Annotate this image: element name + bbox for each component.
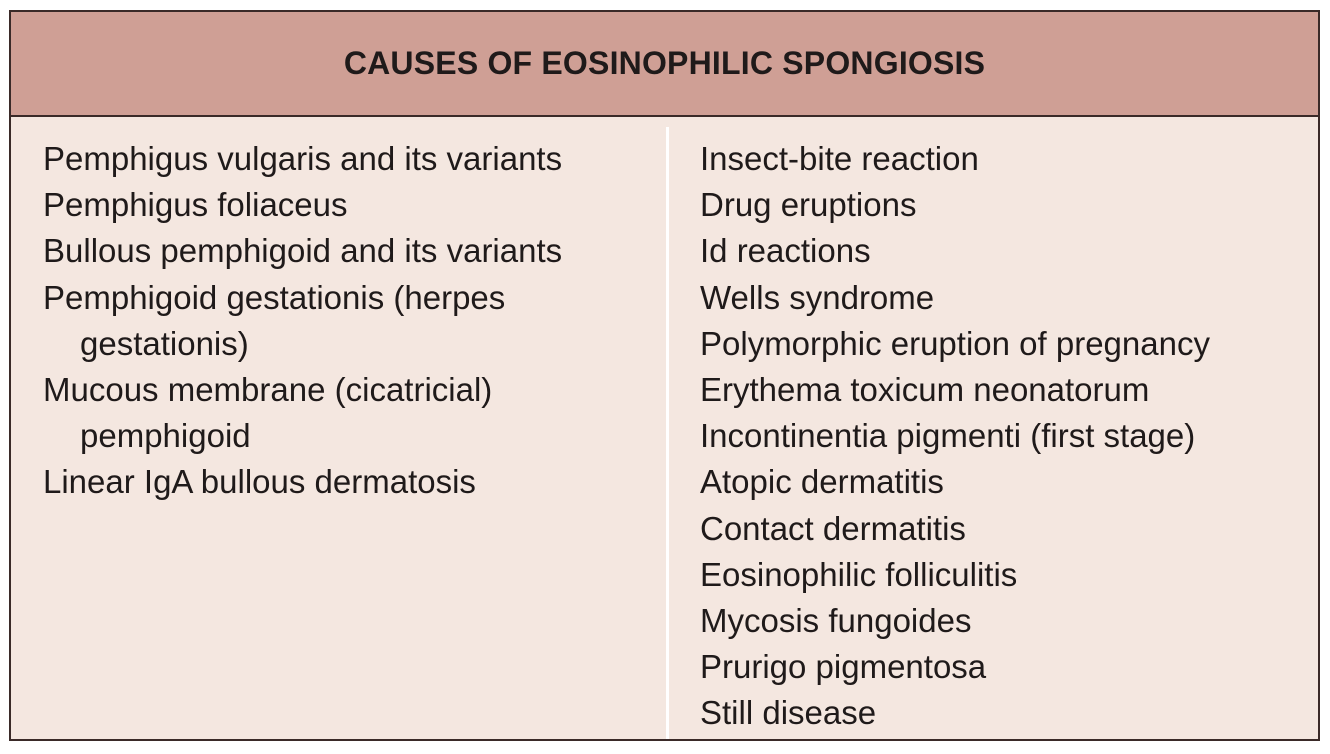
list-item: Pemphigoid gestationis (herpes gestationis) bbox=[43, 278, 506, 362]
list-item: Eosinophilic folliculitis bbox=[700, 555, 1018, 593]
list-item: Prurigo pigmentosa bbox=[700, 648, 987, 686]
list-item: Bullous pemphigoid and its variants bbox=[43, 232, 563, 270]
causes-table bbox=[9, 10, 1320, 741]
list-item: Contact dermatitis bbox=[700, 509, 966, 547]
table-header bbox=[11, 12, 1318, 117]
list-item: Id reactions bbox=[700, 232, 871, 270]
left-column bbox=[43, 136, 643, 506]
table-title: CAUSES OF EOSINOPHILIC SPONGIOSIS bbox=[343, 45, 986, 81]
list-item: Linear IgA bullous dermatosis bbox=[43, 463, 476, 501]
list-item: Still disease bbox=[700, 694, 877, 732]
list-item: Incontinentia pigmenti (first stage) bbox=[700, 417, 1196, 455]
list-item: Atopic dermatitis bbox=[700, 463, 944, 501]
list-item: Pemphigus vulgaris and its variants bbox=[43, 140, 563, 177]
list-item: Drug eruptions bbox=[700, 186, 917, 224]
list-item: Mycosis fungoides bbox=[700, 602, 972, 640]
list-item: Polymorphic eruption of pregnancy bbox=[700, 324, 1210, 362]
right-column bbox=[700, 136, 1310, 737]
table-body bbox=[11, 119, 1318, 739]
list-item: Pemphigus foliaceus bbox=[43, 186, 348, 224]
list-item: Erythema toxicum neonatorum bbox=[700, 371, 1150, 409]
column-divider bbox=[666, 127, 669, 739]
list-item: Mucous membrane (cicatricial) pemphigoid bbox=[43, 371, 493, 455]
list-item: Wells syndrome bbox=[700, 278, 935, 316]
list-item: Insect-bite reaction bbox=[700, 140, 979, 177]
